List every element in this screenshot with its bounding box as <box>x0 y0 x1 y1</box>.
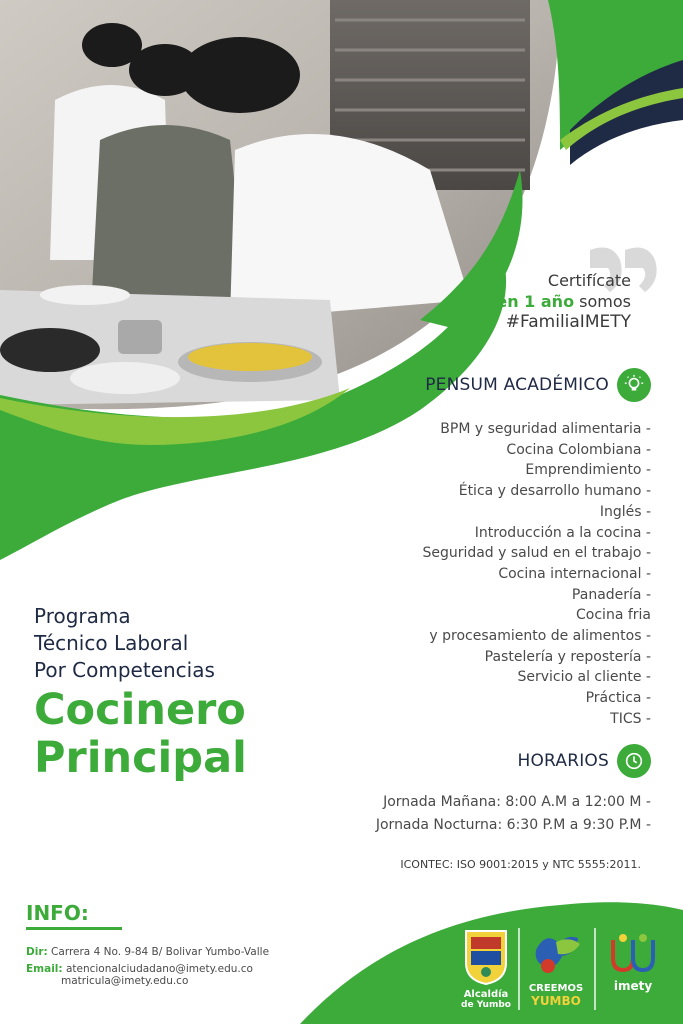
creemos-flower-icon <box>526 930 586 980</box>
pensum-header <box>425 368 651 402</box>
tagline-line1: Certifícate <box>547 271 631 290</box>
pensum-item: BPM y seguridad alimentaria - <box>440 421 651 437</box>
imety-emblem-icon <box>607 932 659 976</box>
email-value-2[interactable]: matricula@imety.edu.co <box>61 975 189 987</box>
pensum-item: Cocina fria <box>576 607 651 624</box>
lightbulb-icon <box>617 368 651 402</box>
pensum-item: Cocina internacional - <box>498 565 651 582</box>
tagline <box>496 270 631 333</box>
program-line3: Por Competencias <box>34 658 215 682</box>
tagline-line2-rest: somos <box>579 292 631 311</box>
creemos-line1: CREEMOS <box>528 983 584 994</box>
creemos-logo <box>522 930 590 1008</box>
certification-note: ICONTEC: ISO 9001:2015 y NTC 5555:2011. <box>400 858 641 871</box>
horario-item: Jornada Nocturna: 6:30 P.M a 9:30 P.M - <box>375 817 651 833</box>
pensum-item: Pastelería y repostería - <box>484 648 651 665</box>
program-subtitle <box>34 603 215 684</box>
tagline-highlight: en 1 año <box>496 292 575 311</box>
tagline-line2 <box>496 291 631 312</box>
email-value-1[interactable]: atencionalciudadano@imety.edu.co <box>65 963 253 975</box>
pensum-item: Seguridad y salud en el trabajo - <box>422 545 651 562</box>
pensum-item: Panadería - <box>571 586 651 603</box>
logo-divider-1 <box>518 928 520 1010</box>
pensum-item: y procesamiento de alimentos - <box>429 628 651 645</box>
pensum-item: Práctica - <box>585 690 651 707</box>
creemos-line2: YUMBO <box>531 994 581 1008</box>
email-label: Email: <box>26 963 63 975</box>
address-label: Dir: <box>26 946 48 958</box>
pensum-item: Servicio al cliente - <box>517 669 651 686</box>
imety-logo <box>604 932 662 993</box>
tagline-hashtag: #FamiliaIMETY <box>505 312 631 332</box>
imety-wordmark: imety <box>613 979 653 993</box>
yumbo-shield-icon <box>463 928 509 986</box>
pensum-item: Cocina Colombiana - <box>506 441 651 458</box>
pensum-item: TICS - <box>610 710 651 727</box>
program-name-line2: Principal <box>34 733 247 783</box>
alcaldia-logo <box>458 928 514 1010</box>
pensum-item: Ética y desarrollo humano - <box>458 483 651 500</box>
pensum-list <box>422 419 651 730</box>
pensum-item: Emprendimiento - <box>525 462 651 479</box>
info-email-2 <box>61 975 188 987</box>
alcaldia-line1: Alcaldía <box>463 989 509 1000</box>
info-title: INFO: <box>26 901 89 925</box>
program-name <box>34 686 247 782</box>
pensum-item: Inglés - <box>599 503 651 520</box>
clock-icon <box>617 744 651 778</box>
horarios-list <box>376 791 651 837</box>
program-line2: Técnico Laboral <box>34 631 189 655</box>
program-name-line1: Cocinero <box>34 685 246 735</box>
logo-divider-2 <box>594 928 596 1010</box>
alcaldia-line2: de Yumbo <box>461 1000 511 1010</box>
horario-item: Jornada Mañana: 8:00 A.M a 12:00 M - <box>383 794 651 810</box>
top-right-waves <box>548 0 683 165</box>
pensum-title: PENSUM ACADÉMICO <box>425 375 609 395</box>
address-value: Carrera 4 No. 9-84 B/ Bolivar Yumbo-Valle <box>51 946 270 958</box>
horarios-title: HORARIOS <box>517 751 609 771</box>
horarios-header <box>517 744 651 778</box>
pensum-item: Introducción a la cocina - <box>474 524 651 541</box>
info-underline <box>26 927 122 930</box>
info-email <box>26 963 253 975</box>
info-address <box>26 946 269 958</box>
program-line1: Programa <box>34 604 131 628</box>
